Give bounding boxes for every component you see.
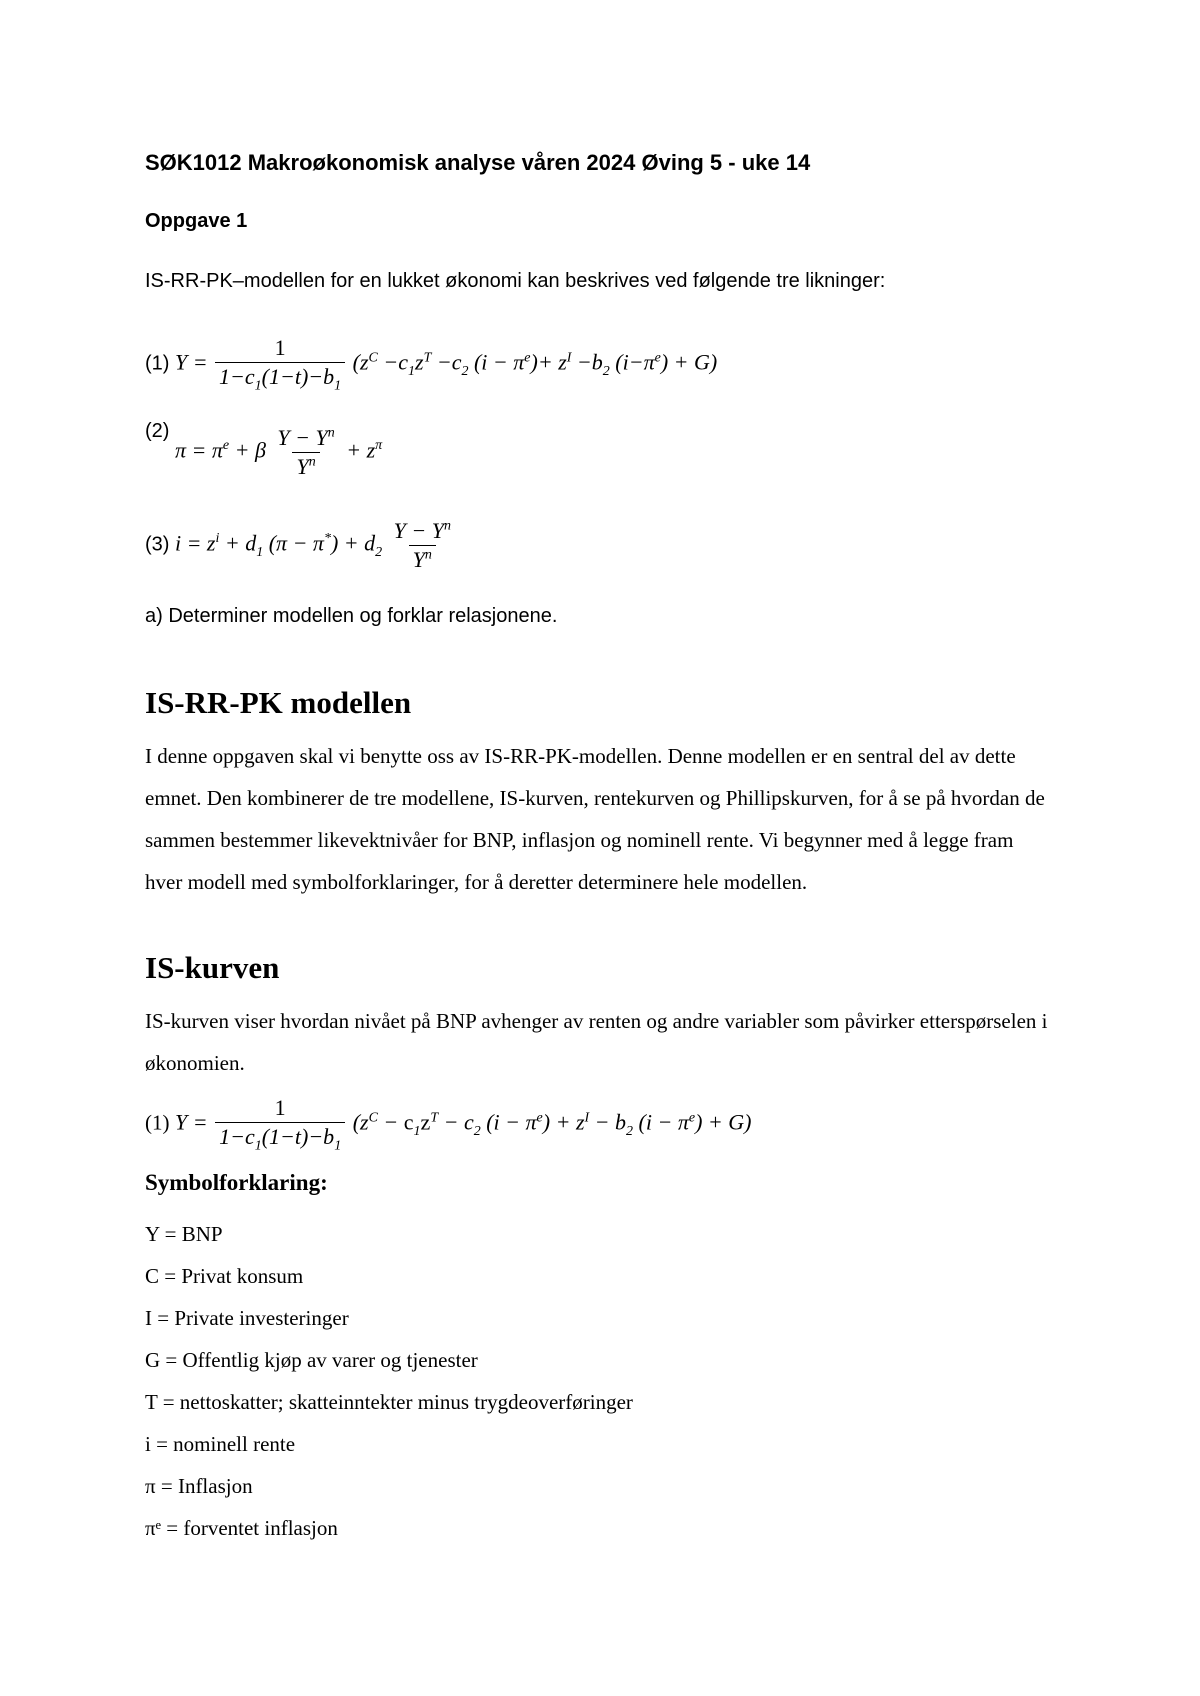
symbol-item: T = nettoskatter; skatteinntekter minus trygdeoverføringer (145, 1390, 633, 1414)
is-equation-label: (1) (145, 1110, 170, 1135)
intro-text: IS-RR-PK–modellen for en lukket økonomi kan beskrives ved følgende tre likninger: (145, 270, 886, 292)
is-equation: (1) Y = $\frac{1}{1-c_1(1-t)-b_1}$ ($z^C - c_1z^T - c_2$ $(i - \pi^e) + z^I - b_2$ $(i - \pi^e) + G$) (145, 1095, 752, 1154)
section-body-is-kurven: IS-kurven viser hvordan nivået på BNP avhenger av renten og andre variabler som påvirker etterspørselen i økonomien. (145, 1009, 1048, 1075)
equation-1: (1) Y = $\frac{1}{1-c_1(1-t)-b_1}$ ($z^C -c_1z^T -c_2$ $(i - \pi^e)+ z^I -b_2$ $(i-\pi^e) + G$) (145, 335, 718, 394)
symbol-item: π = Inflasjon (145, 1474, 253, 1498)
task-heading: Oppgave 1 (145, 210, 248, 232)
symbol-item: C = Privat konsum (145, 1264, 304, 1288)
section-body-is-rr-pk: I denne oppgaven skal vi benytte oss av IS-RR-PK-modellen. Denne modellen er en sentral del av dette emnet. Den kombinerer de tre modellene, IS-kurven, rentekurven og Phillipskurven, for å se på hvordan de sammen bestemmer likevektnivåer for BNP, inflasjon og nominell rente. Vi begynner med å legge fram hver modell med symbolforklaringer, for å deretter determinere hele modellen. (145, 744, 1045, 894)
equation-1-label: (1) (145, 352, 170, 375)
is-equation-fraction: $\frac{1}{1-c_1(1-t)-b_1}$ (215, 1095, 345, 1154)
symbol-item: πᵉ = forventet inflasjon (145, 1516, 338, 1540)
question-a: a) Determiner modellen og forklar relasjonene. (145, 605, 558, 627)
equation-2-fraction: $\frac{Y - Y^n}{Y^n}$ (277, 425, 335, 479)
document-title: SØK1012 Makroøkonomisk analyse våren 2024 Øving 5 - uke 14 (145, 150, 811, 175)
equation-3: (3) $i = z^i + d_1$ $(\pi - \pi^*) + d_2$ $\frac{Y - Y^n}{Y^n}$ (145, 518, 457, 573)
equation-1-fraction: $\frac{1}{1-c_1(1-t)-b_1}$ (215, 335, 345, 394)
symbol-item: Y = BNP (145, 1222, 223, 1246)
symbol-item: G = Offentlig kjøp av varer og tjenester (145, 1348, 478, 1372)
equation-2: $\pi = \pi^e + \beta$ $\frac{Y - Y^n}{Y^n}$ + $z^\pi$ (175, 425, 383, 479)
section-heading-is-kurven: IS-kurven (145, 950, 280, 985)
symbol-item: i = nominell rente (145, 1432, 296, 1456)
section-heading-is-rr-pk: IS-RR-PK modellen (145, 685, 412, 720)
symbol-heading: Symbolforklaring: (145, 1170, 328, 1195)
equation-3-fraction: $\frac{Y - Y^n}{Y^n}$ (393, 518, 451, 572)
equation-3-label: (3) (145, 533, 170, 556)
equation-2-label: (2) (145, 420, 170, 442)
symbol-item: I = Private investeringer (145, 1306, 349, 1330)
